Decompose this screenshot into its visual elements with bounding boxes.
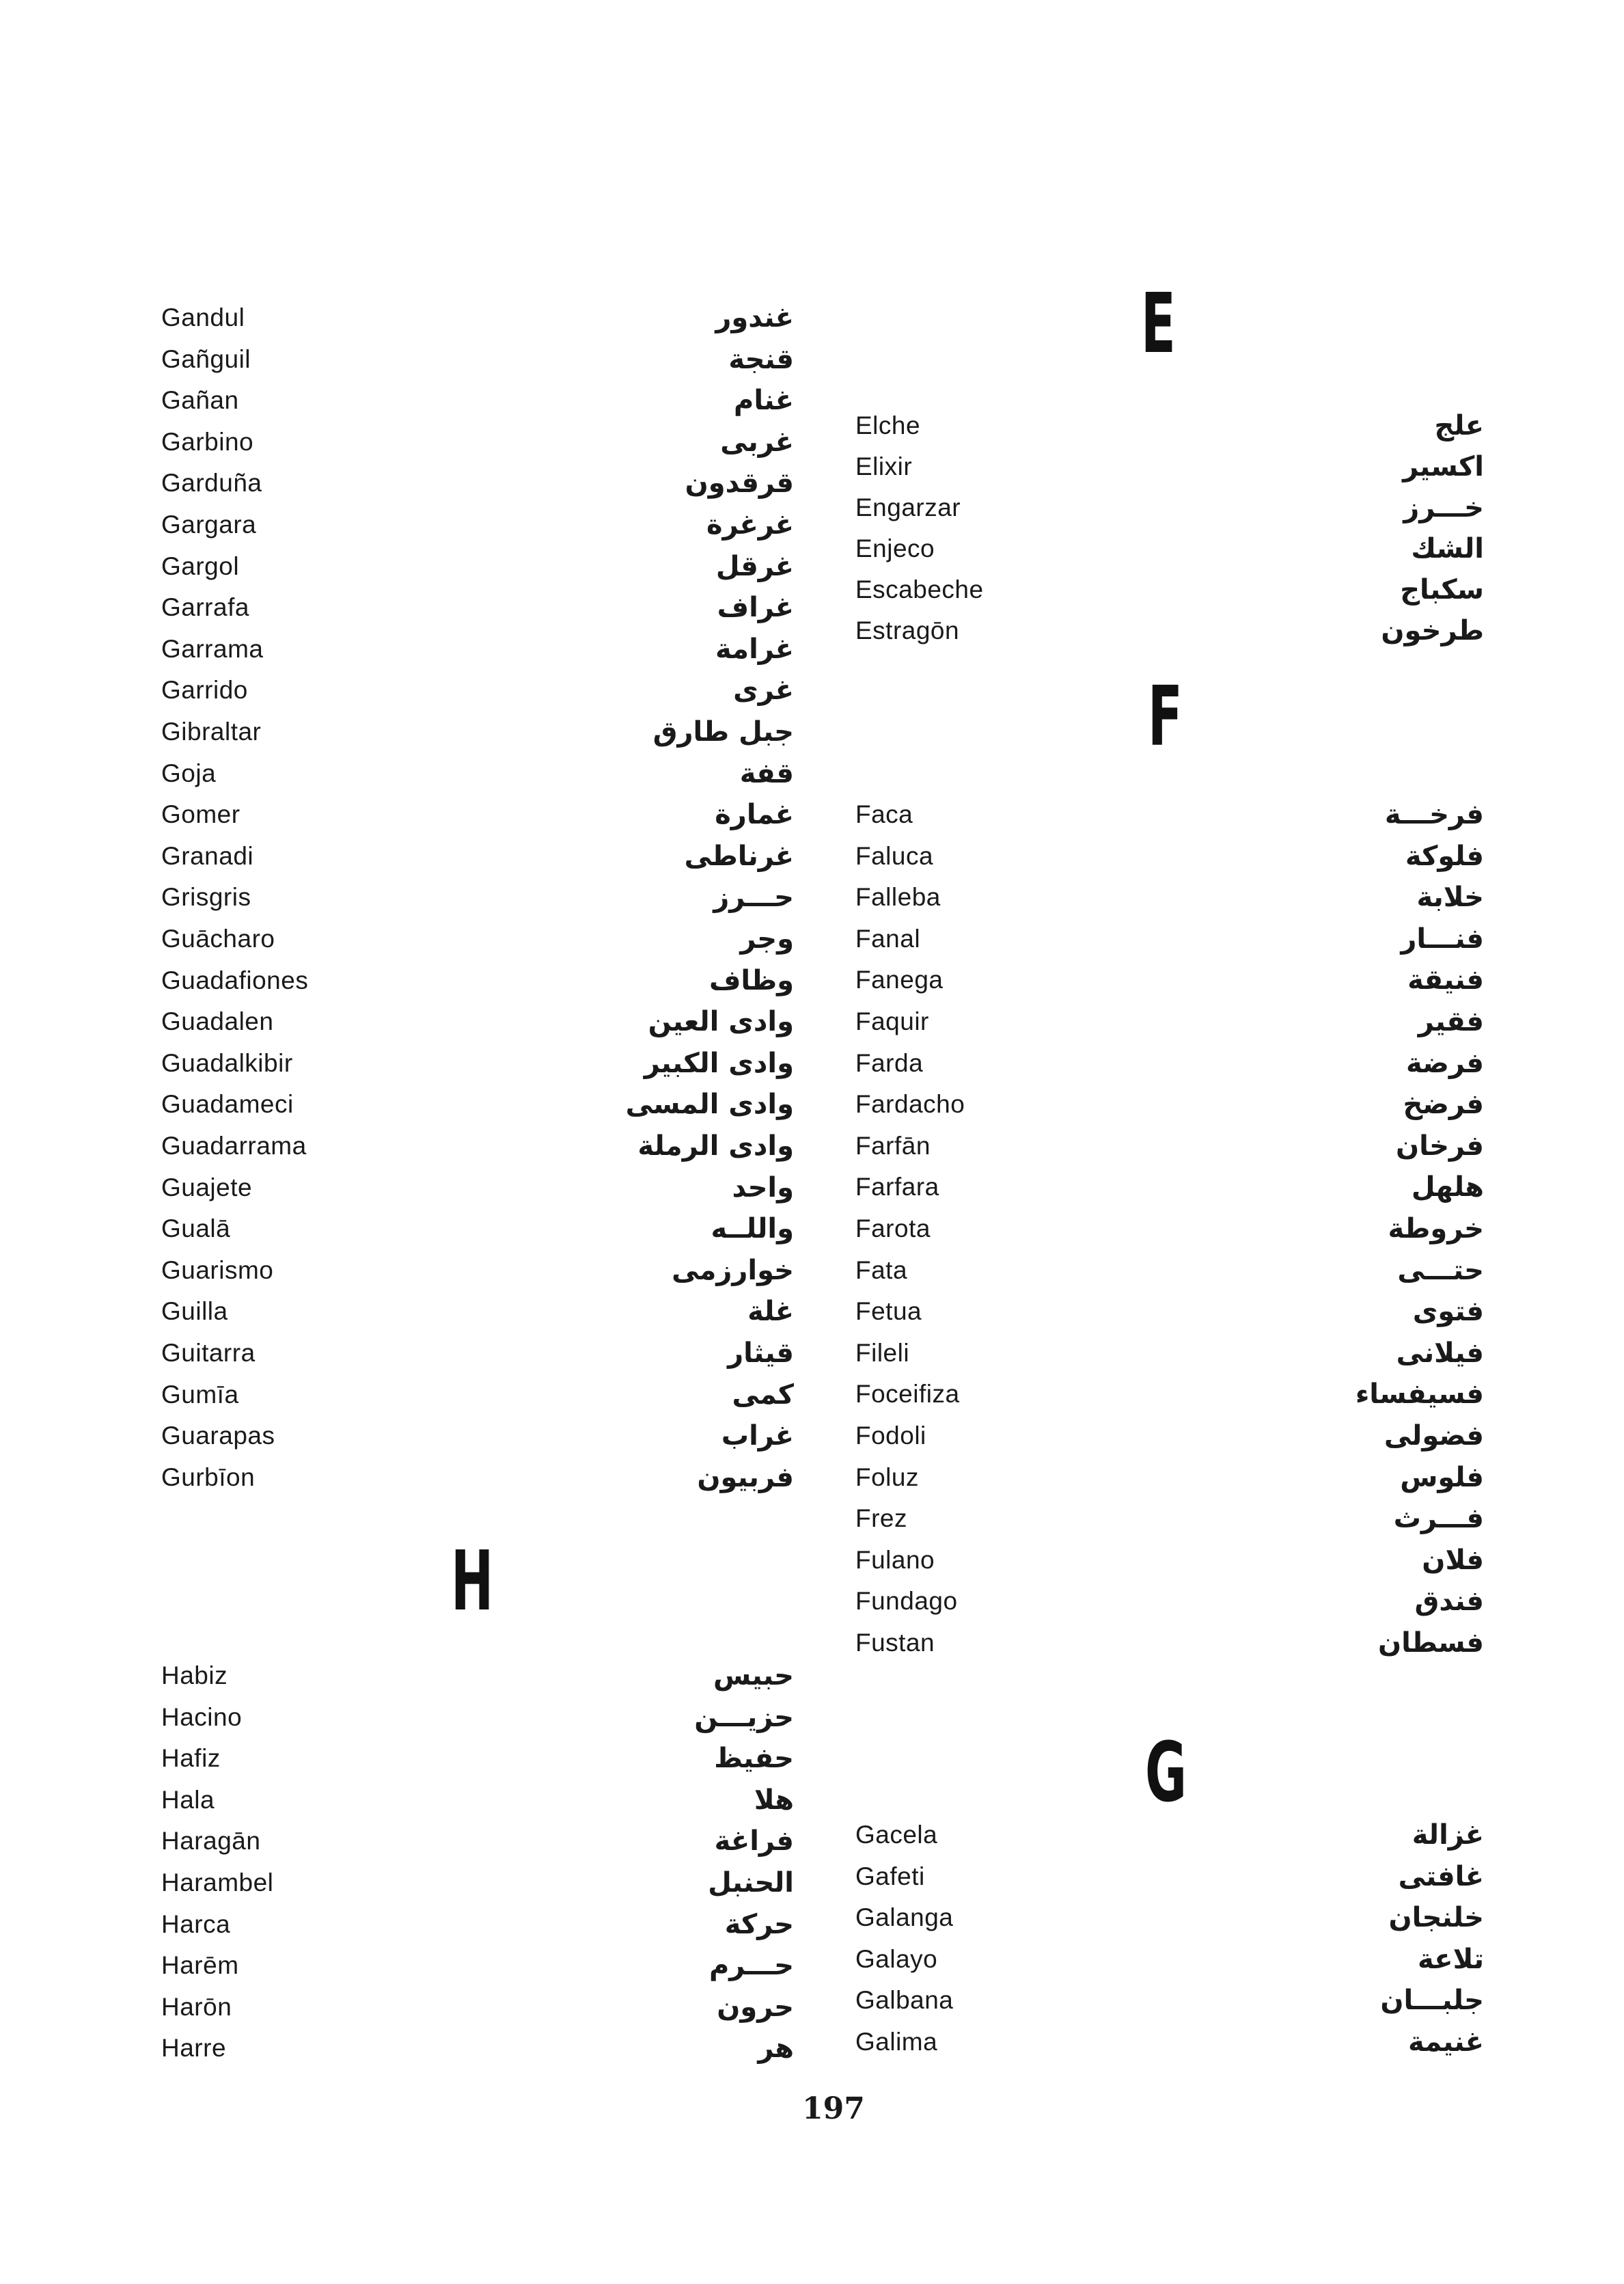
spanish-word: Galayo — [855, 1944, 938, 1973]
spanish-word: Escabeche — [855, 575, 984, 603]
section-letter-e: E — [1141, 277, 1176, 372]
spanish-word: Guadalkibir — [161, 1048, 293, 1077]
dictionary-entry — [855, 1897, 1484, 1938]
arabic-word: فيلانى — [1396, 1337, 1484, 1369]
arabic-word: خـــرز — [1403, 492, 1484, 524]
spanish-word: Galima — [855, 2028, 938, 2056]
spanish-word: Elche — [855, 411, 921, 439]
arabic-word: وادى الرملة — [637, 1130, 794, 1162]
spanish-word: Galanga — [855, 1903, 954, 1932]
spanish-word: Fetua — [855, 1297, 922, 1326]
arabic-word: وادى المسى — [625, 1089, 794, 1121]
spanish-word: Garrido — [161, 676, 248, 705]
spanish-word: Gibraltar — [161, 718, 262, 746]
right-column — [855, 0, 1484, 2284]
spanish-word: Gargara — [161, 511, 257, 539]
arabic-word: غنيمة — [1407, 2026, 1484, 2058]
spanish-word: Gafeti — [855, 1862, 925, 1890]
spanish-word: Elixir — [855, 452, 913, 480]
spanish-word: Farda — [855, 1048, 924, 1077]
dictionary-entry — [855, 1043, 1484, 1084]
spanish-word: Gualā — [161, 1214, 231, 1243]
arabic-word: فلوكة — [1405, 840, 1484, 872]
arabic-word: غراف — [717, 592, 794, 624]
dictionary-entry — [855, 1980, 1484, 2021]
dictionary-entry — [855, 1622, 1484, 1663]
spanish-word: Gurbīon — [161, 1463, 256, 1491]
arabic-word: فرخـــة — [1384, 799, 1484, 830]
spanish-word: Fodoli — [855, 1422, 926, 1450]
spanish-word: Gomer — [161, 800, 240, 829]
dictionary-entry — [161, 297, 794, 338]
spanish-word: Haragān — [161, 1827, 261, 1855]
dictionary-entry — [161, 1655, 794, 1696]
page-number: 197 — [802, 2091, 865, 2126]
spanish-word: Gandul — [161, 303, 245, 331]
arabic-word: غزالة — [1412, 1819, 1484, 1851]
dictionary-entry — [161, 711, 794, 752]
dictionary-entry — [161, 1126, 794, 1167]
dictionary-entry — [855, 1498, 1484, 1539]
spanish-word: Guitarra — [161, 1339, 256, 1367]
dictionary-entry — [855, 1457, 1484, 1498]
arabic-word: وادى العين — [648, 1006, 794, 1038]
spanish-word: Garrafa — [161, 593, 249, 622]
dictionary-entry — [161, 877, 794, 918]
spanish-word: Fata — [855, 1255, 908, 1284]
arabic-word: تلاعة — [1418, 1943, 1484, 1975]
arabic-word: طرخون — [1381, 615, 1484, 647]
dictionary-entry — [855, 1374, 1484, 1415]
spanish-word: Foluz — [855, 1463, 919, 1491]
spanish-word: Farota — [855, 1214, 931, 1242]
dictionary-entry — [855, 405, 1484, 446]
spanish-word: Falleba — [855, 883, 941, 912]
arabic-word: حتـــى — [1397, 1254, 1484, 1286]
dictionary-entry — [161, 1167, 794, 1208]
spanish-word: Hala — [161, 1785, 215, 1814]
arabic-word: فلان — [1422, 1544, 1484, 1576]
arabic-word: فـــرث — [1393, 1503, 1484, 1535]
spanish-word: Harēm — [161, 1951, 239, 1980]
spanish-word: Fustan — [855, 1629, 935, 1657]
arabic-word: سكباج — [1400, 574, 1484, 606]
arabic-word: حـــرز — [713, 882, 794, 914]
dictionary-entry — [855, 1856, 1484, 1897]
dictionary-entry — [855, 528, 1484, 569]
dictionary-entry — [161, 1208, 794, 1249]
arabic-word: قنجة — [728, 343, 794, 375]
spanish-word: Fardacho — [855, 1090, 965, 1119]
arabic-word: خلنجان — [1388, 1902, 1484, 1934]
dictionary-entry — [161, 339, 794, 380]
spanish-word: Garduña — [161, 469, 262, 498]
spanish-word: Guācharo — [161, 925, 275, 953]
spanish-word: Farfara — [855, 1173, 939, 1201]
dictionary-entry — [855, 1291, 1484, 1332]
spanish-word: Farfān — [855, 1131, 931, 1160]
spanish-word: Fanega — [855, 966, 944, 994]
arabic-word: حفيظ — [714, 1743, 794, 1775]
spanish-word: Habiz — [161, 1661, 228, 1689]
spanish-word: Guadafiones — [161, 966, 309, 994]
arabic-word: حزيـــن — [694, 1701, 794, 1733]
dictionary-entry — [161, 1291, 794, 1332]
dictionary-entry — [161, 2028, 794, 2069]
dictionary-entry — [161, 1987, 794, 2028]
spanish-word: Galbana — [855, 1986, 954, 2015]
arabic-word: حـــرم — [708, 1950, 794, 1982]
spanish-word: Gumīa — [161, 1380, 239, 1409]
dictionary-entry — [855, 1540, 1484, 1581]
arabic-word: غلة — [747, 1296, 794, 1328]
arabic-word: خروطة — [1388, 1213, 1484, 1245]
arabic-word: حبيس — [713, 1660, 794, 1691]
dictionary-entry — [161, 380, 794, 421]
arabic-word: جبل طارق — [652, 716, 794, 748]
spanish-word: Estragōn — [855, 616, 960, 644]
dictionary-entry — [161, 1738, 794, 1779]
dictionary-entry — [161, 1945, 794, 1986]
spanish-word: Engarzar — [855, 493, 961, 521]
arabic-word: غمارة — [715, 799, 794, 831]
arabic-word: فضولى — [1384, 1420, 1484, 1452]
spanish-word: Guarapas — [161, 1422, 275, 1450]
arabic-word: غرناطى — [684, 840, 794, 872]
arabic-word: حرون — [717, 1991, 794, 2023]
spanish-word: Hafiz — [161, 1744, 221, 1773]
dictionary-entry — [161, 1043, 794, 1084]
spanish-word: Fileli — [855, 1338, 910, 1367]
arabic-word: خوارزمى — [672, 1254, 794, 1286]
dictionary-entry — [855, 1814, 1484, 1855]
arabic-word: وظاف — [708, 964, 794, 996]
arabic-word: فتوى — [1412, 1296, 1484, 1328]
dictionary-entry — [161, 1415, 794, 1456]
arabic-word: فسيفساء — [1355, 1378, 1484, 1411]
spanish-word: Enjeco — [855, 534, 935, 562]
dictionary-entry — [855, 1167, 1484, 1208]
arabic-word: فقير — [1418, 1006, 1484, 1037]
dictionary-entry — [161, 1001, 794, 1042]
dictionary-entry — [855, 1333, 1484, 1374]
spanish-word: Fulano — [855, 1545, 935, 1574]
dictionary-entry — [161, 1821, 794, 1862]
spanish-word: Harre — [161, 2034, 227, 2063]
dictionary-entry — [855, 960, 1484, 1001]
dictionary-entry — [855, 1084, 1484, 1125]
arabic-word: هلا — [754, 1784, 794, 1816]
dictionary-entry — [855, 487, 1484, 528]
dictionary-entry — [161, 919, 794, 960]
section-letter-g: G — [1145, 1726, 1187, 1821]
arabic-word: فنيقة — [1407, 964, 1484, 996]
spanish-word: Harōn — [161, 1992, 232, 2021]
arabic-word: فسطان — [1377, 1627, 1484, 1659]
arabic-word: الشك — [1411, 533, 1484, 565]
dictionary-entry — [161, 1084, 794, 1125]
dictionary-entry — [855, 2022, 1484, 2063]
dictionary-entry — [161, 836, 794, 877]
spanish-word: Gañan — [161, 386, 239, 415]
dictionary-entry — [161, 960, 794, 1001]
dictionary-entry — [855, 569, 1484, 610]
dictionary-entry — [855, 794, 1484, 835]
spanish-word: Faluca — [855, 841, 934, 870]
spanish-word: Hacino — [161, 1702, 243, 1731]
arabic-word: غرغرة — [706, 509, 794, 541]
spanish-word: Granadi — [161, 841, 254, 870]
arabic-word: غنام — [734, 385, 794, 417]
arabic-word: غرى — [733, 675, 794, 707]
dictionary-entry — [855, 1939, 1484, 1980]
arabic-word: غربى — [720, 426, 794, 458]
arabic-word: علج — [1434, 410, 1484, 441]
spanish-word: Guadameci — [161, 1090, 294, 1119]
arabic-word: فرضة — [1406, 1047, 1484, 1079]
dictionary-entry — [161, 463, 794, 504]
dictionary-entry — [161, 504, 794, 545]
arabic-word: فربيون — [697, 1461, 794, 1493]
spanish-word: Foceifiza — [855, 1380, 960, 1409]
spanish-word: Gargol — [161, 552, 240, 580]
dictionary-entry — [161, 1780, 794, 1821]
spanish-word: Guadalen — [161, 1007, 274, 1036]
dictionary-entry — [161, 587, 794, 628]
dictionary-entry — [161, 1457, 794, 1498]
spanish-word: Guilla — [161, 1297, 228, 1326]
dictionary-entry — [855, 877, 1484, 918]
arabic-word: غافتى — [1398, 1860, 1484, 1892]
arabic-word: فرضخ — [1403, 1089, 1484, 1121]
arabic-word: وجر — [740, 923, 794, 955]
dictionary-entry — [161, 546, 794, 587]
dictionary-entry — [161, 1904, 794, 1945]
dictionary-entry — [855, 1581, 1484, 1622]
arabic-word: غرامة — [715, 633, 794, 665]
dictionary-entry — [161, 1697, 794, 1738]
arabic-word: جلبـــان — [1380, 1985, 1484, 2017]
spanish-word: Grisgris — [161, 883, 251, 912]
arabic-word: فراغة — [714, 1825, 794, 1858]
spanish-word: Garrama — [161, 634, 264, 663]
dictionary-entry — [855, 1208, 1484, 1249]
spanish-word: Harca — [161, 1909, 231, 1938]
arabic-word: غرقل — [715, 550, 794, 582]
arabic-word: قيثار — [728, 1337, 794, 1369]
spanish-word: Guadarrama — [161, 1132, 307, 1160]
spanish-word: Garbino — [161, 427, 254, 456]
dictionary-entry — [161, 670, 794, 711]
arabic-word: قفة — [739, 757, 794, 789]
dictionary-entry — [855, 446, 1484, 487]
arabic-word: كمى — [732, 1378, 794, 1411]
dictionary-entry — [855, 1001, 1484, 1042]
arabic-word: حركة — [724, 1908, 794, 1940]
arabic-word: غندور — [715, 302, 794, 334]
arabic-word: هلهل — [1411, 1171, 1484, 1204]
spanish-word: Harambel — [161, 1868, 274, 1896]
dictionary-entry — [855, 610, 1484, 651]
spanish-word: Guarismo — [161, 1255, 274, 1284]
spanish-word: Guajete — [161, 1173, 253, 1201]
spanish-word: Faca — [855, 800, 913, 828]
dictionary-entry — [855, 1250, 1484, 1291]
spanish-word: Gañguil — [161, 344, 251, 373]
arabic-word: هر — [758, 2033, 794, 2065]
section-letter-f: F — [1148, 670, 1183, 765]
spanish-word: Goja — [161, 759, 217, 787]
dictionary-entry — [855, 1126, 1484, 1167]
dictionary-entry — [855, 919, 1484, 960]
spanish-word: Fanal — [855, 924, 921, 953]
arabic-word: فرخان — [1395, 1130, 1484, 1162]
arabic-word: قرقدون — [685, 467, 794, 500]
spanish-word: Gacela — [855, 1821, 938, 1849]
dictionary-entry — [161, 1862, 794, 1903]
dictionary-entry — [161, 422, 794, 463]
dictionary-entry — [161, 753, 794, 794]
spanish-word: Fundago — [855, 1587, 958, 1616]
arabic-word: الحنبل — [708, 1867, 794, 1899]
arabic-word: فندق — [1414, 1586, 1484, 1618]
section-letter-h: H — [451, 1534, 494, 1629]
arabic-word: فلوس — [1400, 1461, 1484, 1493]
arabic-word: غراب — [721, 1420, 794, 1452]
dictionary-entry — [161, 1374, 794, 1415]
spanish-word: Faquir — [855, 1007, 929, 1035]
spanish-word: Frez — [855, 1504, 907, 1533]
dictionary-entry — [161, 1250, 794, 1291]
arabic-word: خلابة — [1416, 882, 1484, 914]
dictionary-entry — [855, 1415, 1484, 1456]
arabic-word: اكسير — [1403, 451, 1484, 482]
arabic-word: واحد — [732, 1171, 794, 1204]
arabic-word: وادى الكبير — [644, 1047, 794, 1079]
dictionary-entry — [161, 794, 794, 835]
dictionary-entry — [161, 629, 794, 670]
dictionary-entry — [855, 836, 1484, 877]
arabic-word: فنـــار — [1401, 923, 1484, 955]
left-column — [161, 0, 794, 2284]
arabic-word: واللــه — [711, 1213, 794, 1245]
dictionary-entry — [161, 1333, 794, 1374]
